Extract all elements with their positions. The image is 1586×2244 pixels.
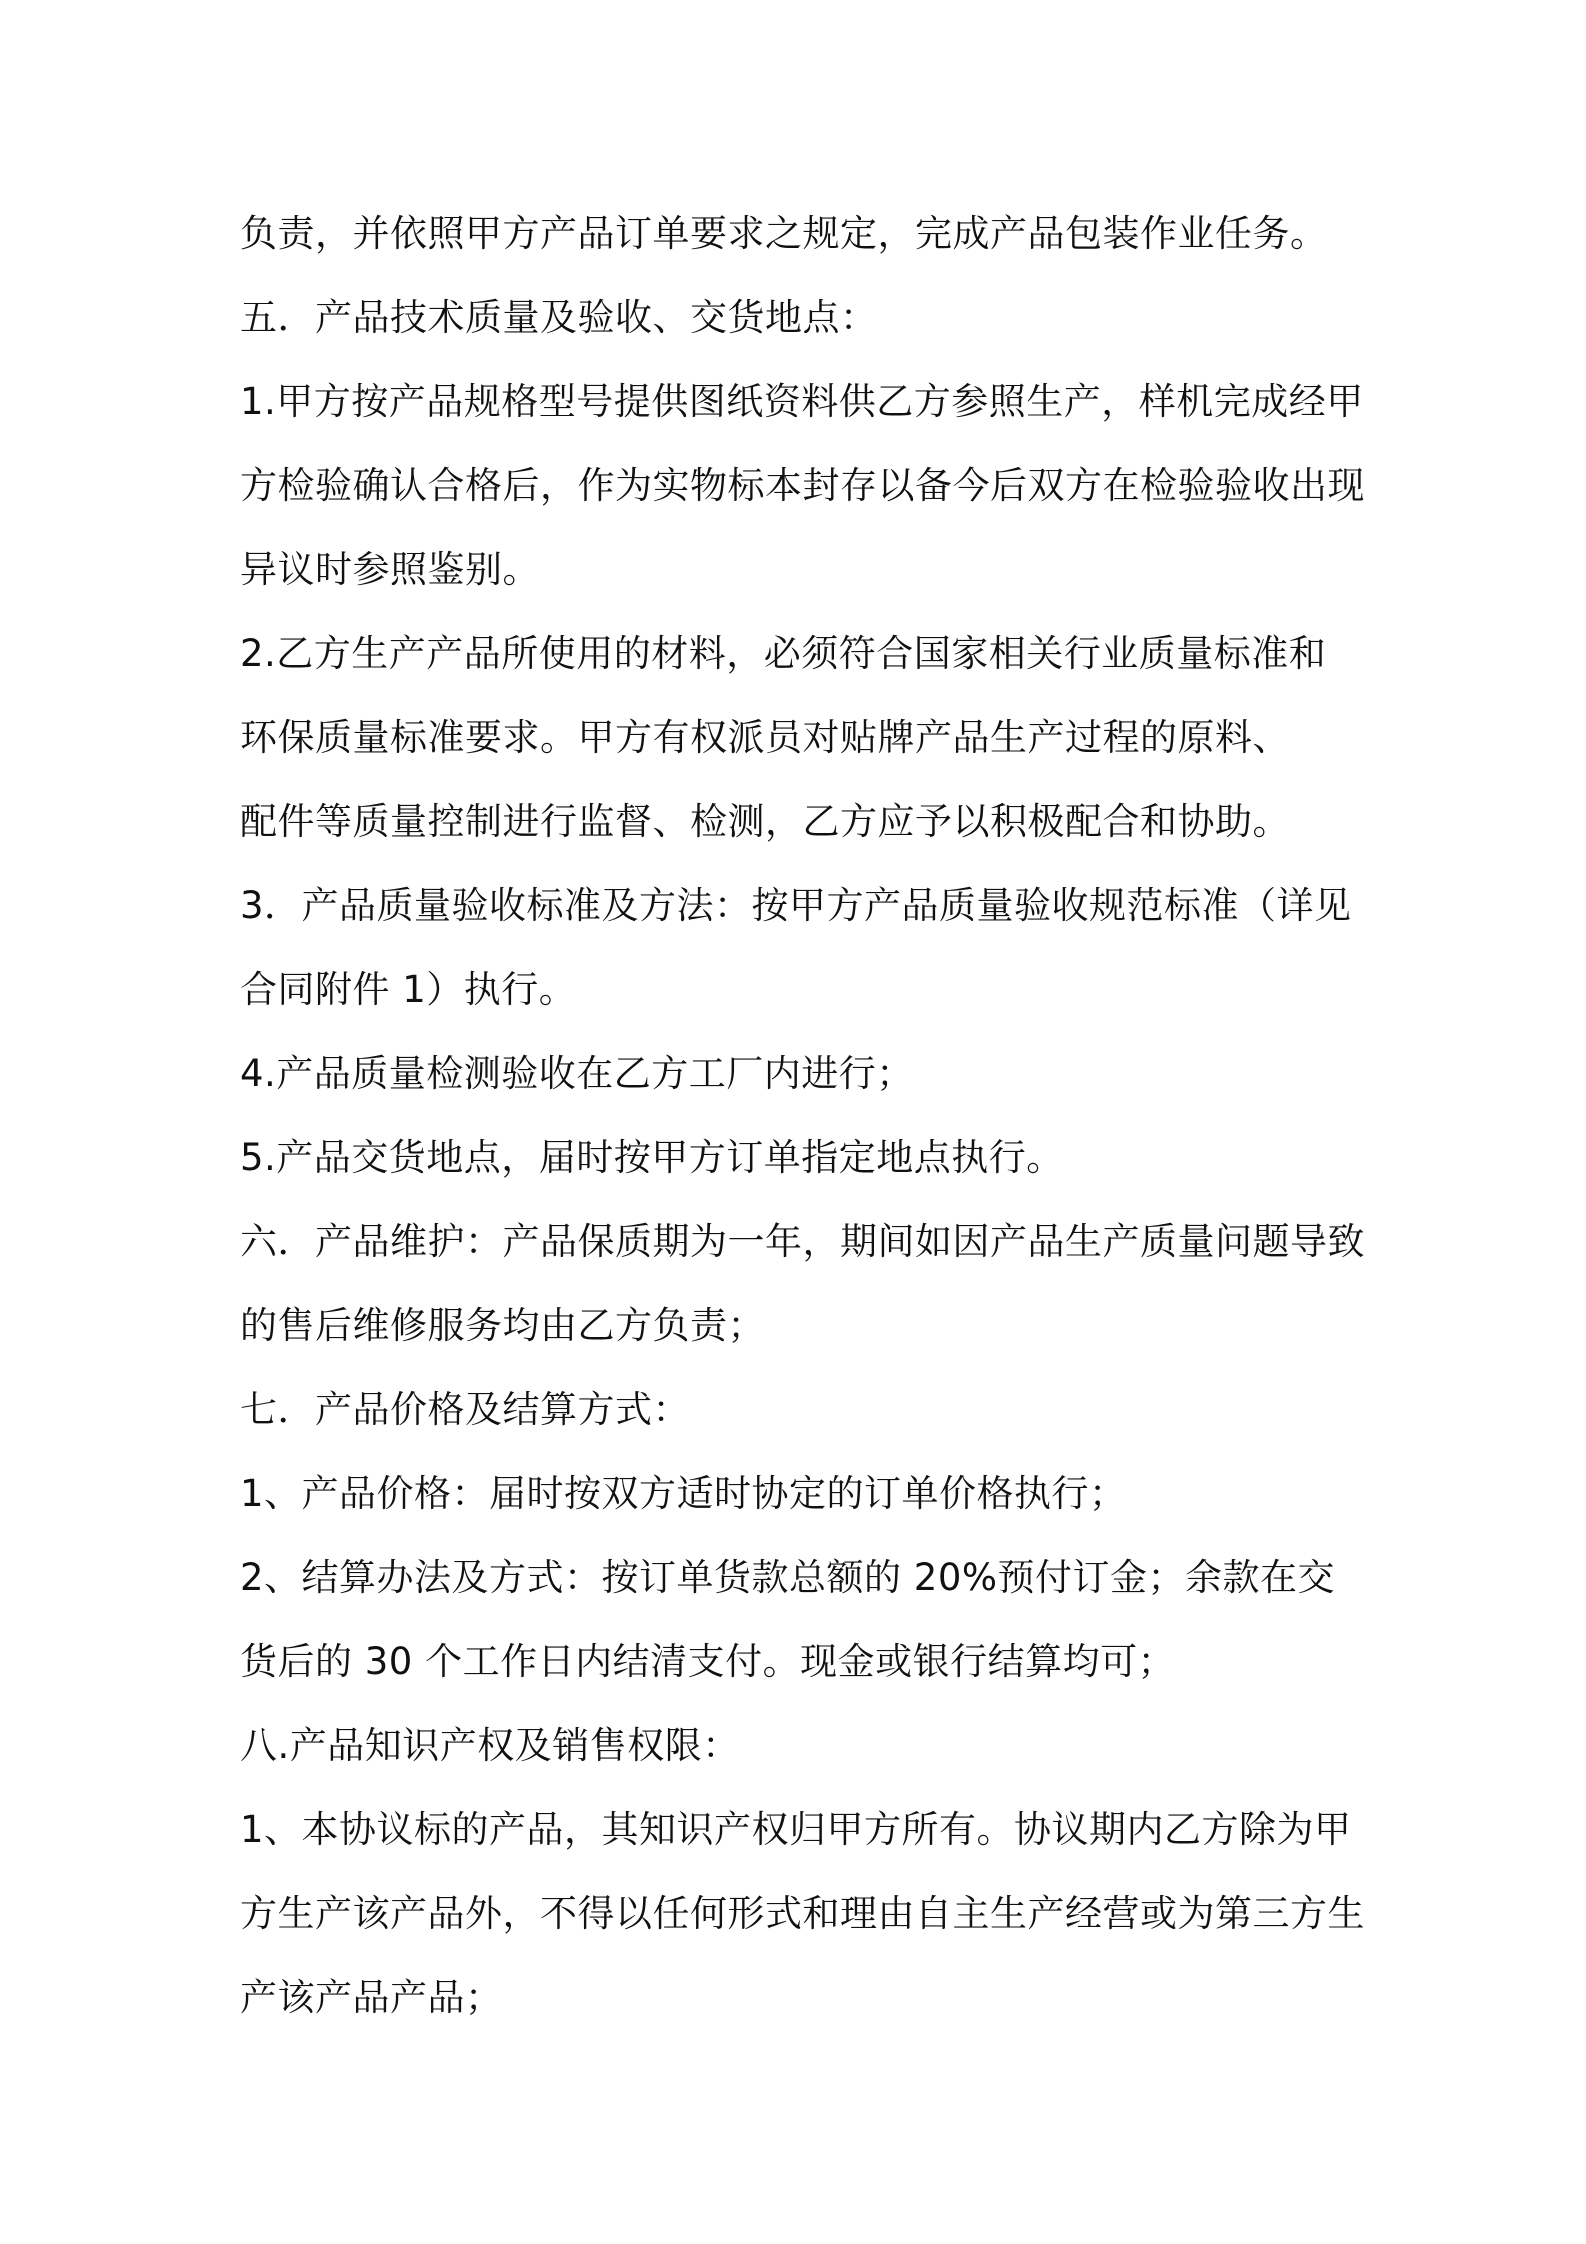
text-line: 负责，并依照甲方产品订单要求之规定，完成产品包装作业任务。 bbox=[240, 212, 1328, 255]
text-line: 货后的 30 个工作日内结清支付。现金或银行结算均可； bbox=[240, 1640, 1176, 1683]
text-line: 方生产该产品外，不得以任何形式和理由自主生产经营或为第三方生 bbox=[240, 1892, 1365, 1935]
document-body bbox=[240, 192, 1365, 2040]
text-line: 3．产品质量验收标准及方法：按甲方产品质量验收规范标准（详见 bbox=[240, 884, 1352, 927]
text-line: 2、结算办法及方式：按订单货款总额的 20%预付订金；余款在交 bbox=[240, 1556, 1336, 1599]
text-line: 产该产品产品； bbox=[240, 1976, 503, 2019]
text-line: 异议时参照鉴别。 bbox=[240, 548, 540, 591]
text-line: 1、本协议标的产品，其知识产权归甲方所有。协议期内乙方除为甲 bbox=[240, 1808, 1352, 1851]
text-line: 5.产品交货地点，届时按甲方订单指定地点执行。 bbox=[240, 1136, 1064, 1179]
text-line: 合同附件 1）执行。 bbox=[240, 968, 577, 1011]
section-heading: 八.产品知识产权及销售权限： bbox=[240, 1724, 740, 1767]
section-heading: 五．产品技术质量及验收、交货地点： bbox=[240, 296, 878, 339]
text-line: 1、产品价格：届时按双方适时协定的订单价格执行； bbox=[240, 1472, 1127, 1515]
text-line: 1.甲方按产品规格型号提供图纸资料供乙方参照生产，样机完成经甲 bbox=[240, 380, 1364, 423]
text-line: 的售后维修服务均由乙方负责； bbox=[240, 1304, 765, 1347]
text-line: 2.乙方生产产品所使用的材料，必须符合国家相关行业质量标准和 bbox=[240, 632, 1327, 675]
text-line: 方检验确认合格后，作为实物标本封存以备今后双方在检验验收出现 bbox=[240, 464, 1365, 507]
text-line: 配件等质量控制进行监督、检测，乙方应予以积极配合和协助。 bbox=[240, 800, 1290, 843]
text-line: 4.产品质量检测验收在乙方工厂内进行； bbox=[240, 1052, 914, 1095]
text-line: 环保质量标准要求。甲方有权派员对贴牌产品生产过程的原料、 bbox=[240, 716, 1290, 759]
section-heading: 七．产品价格及结算方式： bbox=[240, 1388, 690, 1431]
section-heading: 六．产品维护：产品保质期为一年，期间如因产品生产质量问题导致 bbox=[240, 1220, 1365, 1263]
